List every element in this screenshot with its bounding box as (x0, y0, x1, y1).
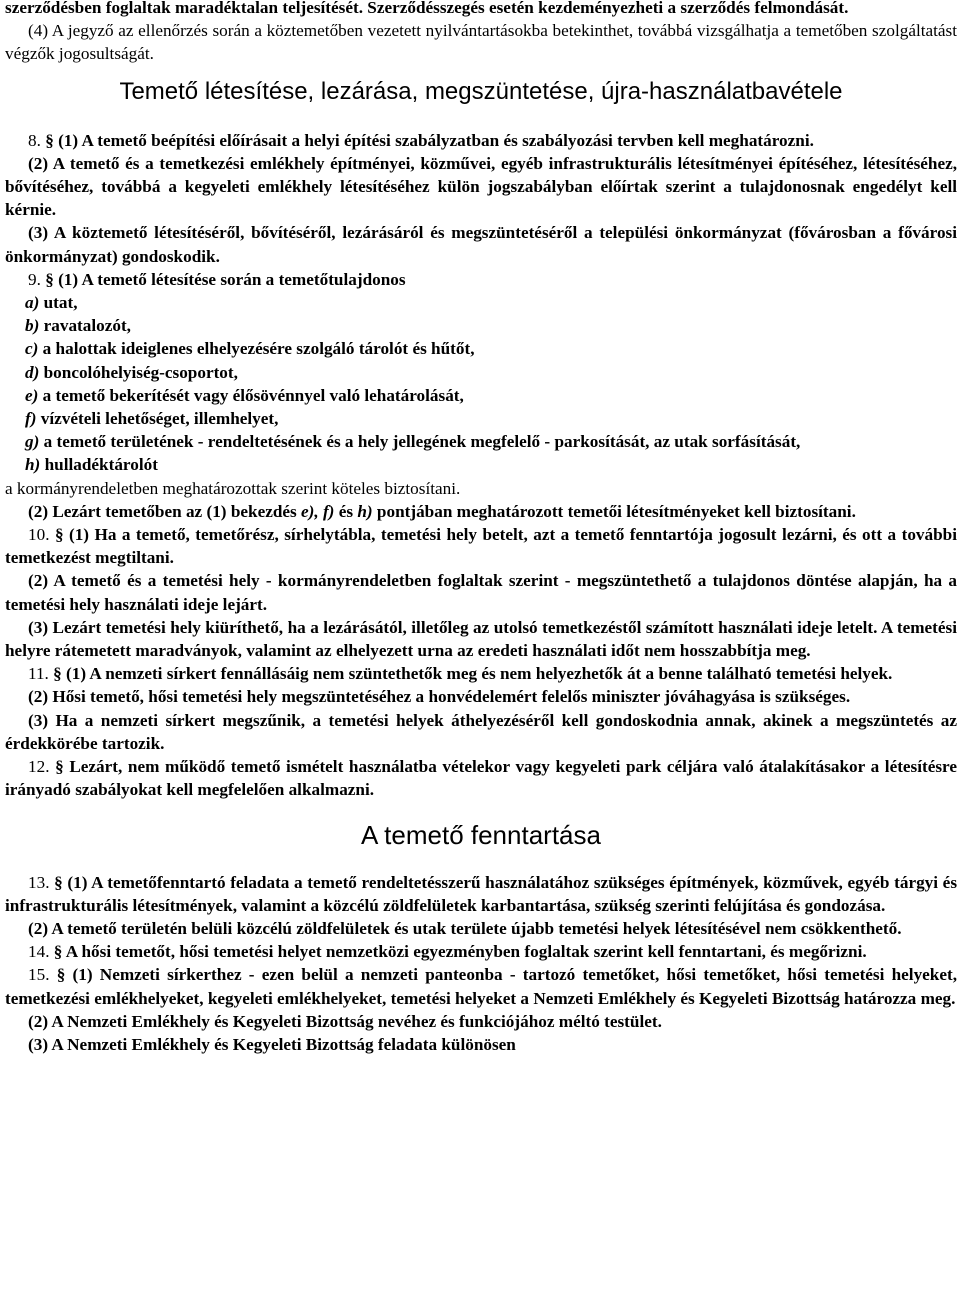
section-number: 9. (28, 269, 41, 289)
paragraph-text: § (1) A temető létesítése során a temetőtulajdonos (45, 269, 406, 289)
list-item: d) boncolóhelyiség-csoportot, (25, 362, 238, 382)
section-10-para-3: (3) Lezárt temetési hely kiüríthető, ha a lezárásától, illetőleg az utolsó temetkezéstől számított használati ideje letelt. A temetési helyre rátemetett maradványok, valamint az elhelyezett urna az eredeti használati időt nem hosszabbítja meg. (5, 617, 957, 661)
section-number: 11. (28, 664, 49, 684)
section-number: 13. (28, 872, 50, 892)
list-item: e) a temető bekerítését vagy élősövénnyel való lehatárolását, (25, 385, 464, 405)
section-9-para-2: (2) Lezárt temetőben az (1) bekezdés e), f) és h) pontjában meghatározott temetői létesítményeket kell biztosítani. (28, 501, 856, 521)
section-12-para-1: 12. § Lezárt, nem működő temető ismételt használatba vételekor vagy kegyeleti park céljára való átalakításakor a létesítésre irányadó szabályokat kell megfelelően alkalmazni. (5, 757, 957, 800)
list-item: b) ravatalozót, (25, 316, 131, 336)
document-page (5, 0, 957, 1056)
section-11-para-1: 11. § (1) A nemzeti sírkert fennállásáig nem szüntethetők meg és nem helyezhetők át a benne található temetési helyek. (28, 664, 893, 684)
list-item: c) a halottak ideiglenes elhelyezésére szolgáló tárolót és hűtőt, (25, 339, 475, 359)
section-number: 10. (28, 525, 50, 545)
section-10-para-1: 10. § (1) Ha a temető, temetőrész, sírhelytábla, temetési hely betelt, azt a temető fenntartója jogosult lezárni, és ott a további temetkezést megtiltani. (5, 525, 957, 568)
section-number: 14. (28, 942, 50, 962)
section-number: 8. (28, 130, 41, 150)
paragraph: a kormányrendeletben meghatározottak szerint köteles biztosítani. (5, 478, 461, 498)
paragraph: (4) A jegyző az ellenőrzés során a köztemetőben vezetett nyilvántartásokba betekinthet, továbbá vizsgálhatja a temetőben szolgáltatást végzők jogosultságát. (5, 21, 957, 64)
section-14-para-1: 14. § A hősi temetőt, hősi temetési helyet nemzetközi egyezményben foglaltak szerint kell fenntartani, és megőrizni. (28, 942, 867, 962)
section-15-para-2: (2) A Nemzeti Emlékhely és Kegyeleti Bizottság nevéhez és funkciójához méltó testület. (28, 1011, 662, 1031)
list-item: a) utat, (25, 293, 78, 313)
section-8-para-3: (3) A köztemető létesítéséről, bővítéséről, lezárásáról és megszüntetéséről a települési önkormányzat (fővárosban a fővárosi önkormányzat) gondoskodik. (5, 223, 957, 266)
section-15-para-1: 15. § (1) Nemzeti sírkerthez - ezen belül a nemzeti panteonba - tartozó temetőket, hősi temetőket, hősi temetési helyeket, temetkezési emlékhelyeket, kegyeleti emlékhelyeket, temetési helyeket a Nemzeti Emlékhely és Kegyeleti Bizottság határozza meg. (5, 965, 958, 1008)
section-13-para-1: 13. § (1) A temetőfenntartó feladata a temető rendeltetésszerű használatához szükséges építmények, közművek, egyéb tárgyi és infrastrukturális létesítmények, valamint a közcélú zöldfelületek karbantartása, szükség szerinti felújítása és gondozása. (5, 872, 958, 915)
section-11-para-2: (2) Hősi temető, hősi temetési hely megszüntetéséhez a honvédelemért felelős miniszter jóváhagyása is szükséges. (28, 687, 851, 707)
section-heading: A temető fenntartása (361, 819, 601, 850)
section-10-para-2: (2) A temető és a temetési hely - kormányrendeletben foglaltak szerint - megszüntethető a tulajdonos döntése alapján, ha a temetési hely használati ideje lejárt. (5, 571, 957, 614)
list (5, 291, 957, 477)
section-13-para-2: (2) A temető területén belüli közcélú zöldfelületek és utak területe újabb temetési helyek létesítésével nem csökkenthető. (28, 918, 902, 938)
section-11-para-3: (3) Ha a nemzeti sírkert megszűnik, a temetési helyek áthelyezéséről kell gondoskodnia annak, akinek a megszüntetés az érdekkörébe tartozik. (5, 710, 957, 753)
section-number: 12. (28, 757, 50, 777)
section-number: 15. (28, 965, 50, 985)
paragraph-text: § (1) A temető beépítési előírásait a helyi építési szabályzatban és szabályozási tervben kell meghatározni. (45, 130, 814, 150)
section-8-para-2: (2) A temető és a temetkezési emlékhely építményei, közművei, egyéb infrastrukturális létesítményei építéséhez, létesítéséhez, bővítéséhez, továbbá a kegyeleti emlékhely létesítéséhez külön jogszabályban előírtak szerint a tulajdonosnak engedélyt kell kérnie. (5, 153, 957, 220)
paragraph: szerződésben foglaltak maradéktalan teljesítését. Szerződésszegés esetén kezdeményezheti a szerződés felmondását. (5, 0, 849, 17)
list-item: h) hulladéktárolót (25, 455, 158, 475)
section-heading: Temető létesítése, lezárása, megszüntetése, újra-használatbavétele (119, 77, 843, 105)
section-15-para-3: (3) A Nemzeti Emlékhely és Kegyeleti Bizottság feladata különösen (28, 1034, 516, 1054)
section-8-para-1 (5, 129, 957, 152)
list-item: f) vízvételi lehetőséget, illemhelyet, (25, 409, 279, 429)
list-item: g) a temető területének - rendeltetésének és a hely jellegének megfelelő - parkosítását, az utak sorfásítását, (25, 432, 801, 452)
section-9-para-1 (5, 268, 957, 291)
